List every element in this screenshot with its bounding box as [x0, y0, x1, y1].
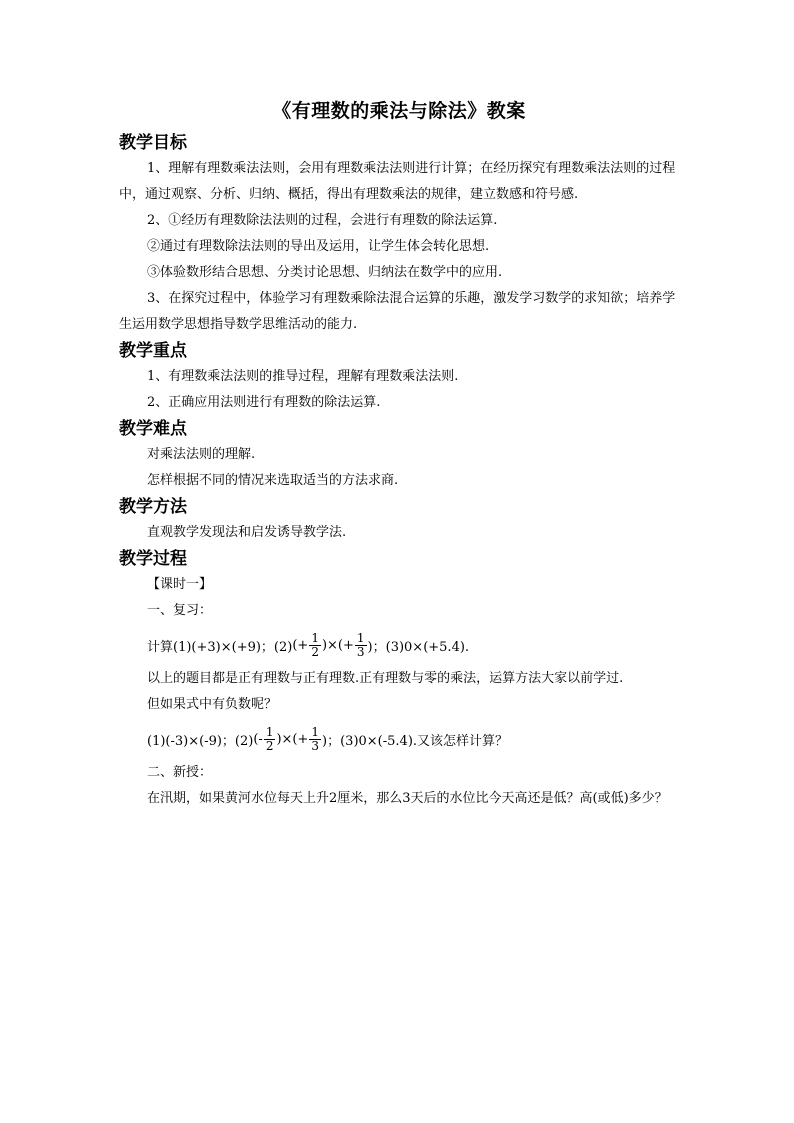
fraction-one-half — [309, 632, 321, 659]
flood-paragraph: 在汛期，如果黄河水位每天上升2厘米，那么3天后的水位比今天高还是低？高(或低)多少？ — [147, 791, 668, 806]
calc-prefix: 计算 — [147, 639, 174, 655]
goals-paragraph-2: 2、①经历有理数除法法则的过程，会进行有理数的除法运算. — [147, 213, 498, 228]
calc-part-a: (1)(+3)×(+9)；(2) — [173, 639, 293, 655]
lesson-label: 【课时一】 — [147, 577, 213, 592]
fraction-denominator: 3 — [356, 644, 365, 659]
neg-part-a: (1)(-3)×(-9)；(2) — [147, 733, 254, 749]
document-title: 《有理数的乘法与除法》教案 — [272, 100, 526, 122]
heading-goals: 教学目标 — [119, 133, 187, 153]
negative-calculation-line — [119, 718, 679, 760]
goals-paragraph-4: ③体验数形结合思想、分类讨论思想、归纳法在数学中的应用. — [147, 265, 503, 280]
review-label: 一、复习： — [147, 603, 213, 618]
fraction-denominator: 3 — [311, 738, 320, 753]
key-paragraph-1: 1、有理数乘法法则的推导过程，理解有理数乘法法则. — [147, 369, 459, 384]
above-paragraph: 以上的题目都是正有理数与正有理数.正有理数与零的乘法，运算方法大家以前学过. — [147, 671, 624, 686]
calc-part-b-close: )；(3)0×(+5.4). — [367, 639, 470, 655]
neg-part-b-open: (- — [253, 731, 263, 747]
goals-paragraph-1: 1、理解有理数乘法法则，会用有理数乘法法则进行计算；在经历探究有理数乘法法则的过程中，通过观察、分析、归纳、概括，得出有理数乘法的规律，建立数感和符号感. — [119, 161, 676, 202]
fraction-denominator: 2 — [265, 738, 274, 753]
fraction-one-half — [264, 726, 276, 753]
fraction-numerator: 1 — [311, 630, 319, 645]
heading-key-points: 教学重点 — [119, 341, 187, 361]
neg-part-b-close: )；(3)0×(-5.4).又该怎样计算？ — [322, 733, 509, 749]
heading-difficulties: 教学难点 — [119, 419, 187, 439]
fraction-numerator: 1 — [356, 630, 365, 645]
heading-process: 教学过程 — [119, 549, 187, 569]
fraction-denominator: 2 — [311, 644, 319, 659]
goals-paragraph-3: ②通过有理数除法法则的导出及运用，让学生体会转化思想. — [147, 239, 490, 254]
fraction-numerator: 1 — [265, 724, 274, 739]
fraction-one-third — [355, 632, 367, 659]
key-paragraph-2: 2、正确应用法则进行有理数的除法运算. — [147, 395, 381, 410]
method-paragraph-1: 直观教学发现法和启发诱导教学法. — [147, 525, 347, 540]
document-page — [119, 96, 679, 812]
difficult-paragraph-1: 对乘法法则的理解. — [147, 447, 256, 462]
neg-part-b-mid: )×(+ — [276, 731, 309, 747]
negative-question: 但如果式中有负数呢？ — [147, 697, 278, 712]
fraction-numerator: 1 — [311, 724, 320, 739]
new-lesson-label: 二、新授： — [147, 765, 213, 780]
heading-method: 教学方法 — [119, 497, 187, 517]
difficult-paragraph-2: 怎样根据不同的情况来选取适当的方法求商. — [147, 473, 399, 488]
fraction-one-third — [309, 726, 321, 753]
review-calculation-line — [119, 624, 679, 666]
calc-part-b-mid: )×(+ — [321, 637, 354, 653]
calc-part-b-open: (+ — [292, 637, 309, 653]
goals-paragraph-5: 3、在探究过程中，体验学习有理数乘除法混合运算的乐趣，激发学习数学的求知欲；培养学生运用数学思想指导数学思维活动的能力. — [119, 291, 676, 332]
